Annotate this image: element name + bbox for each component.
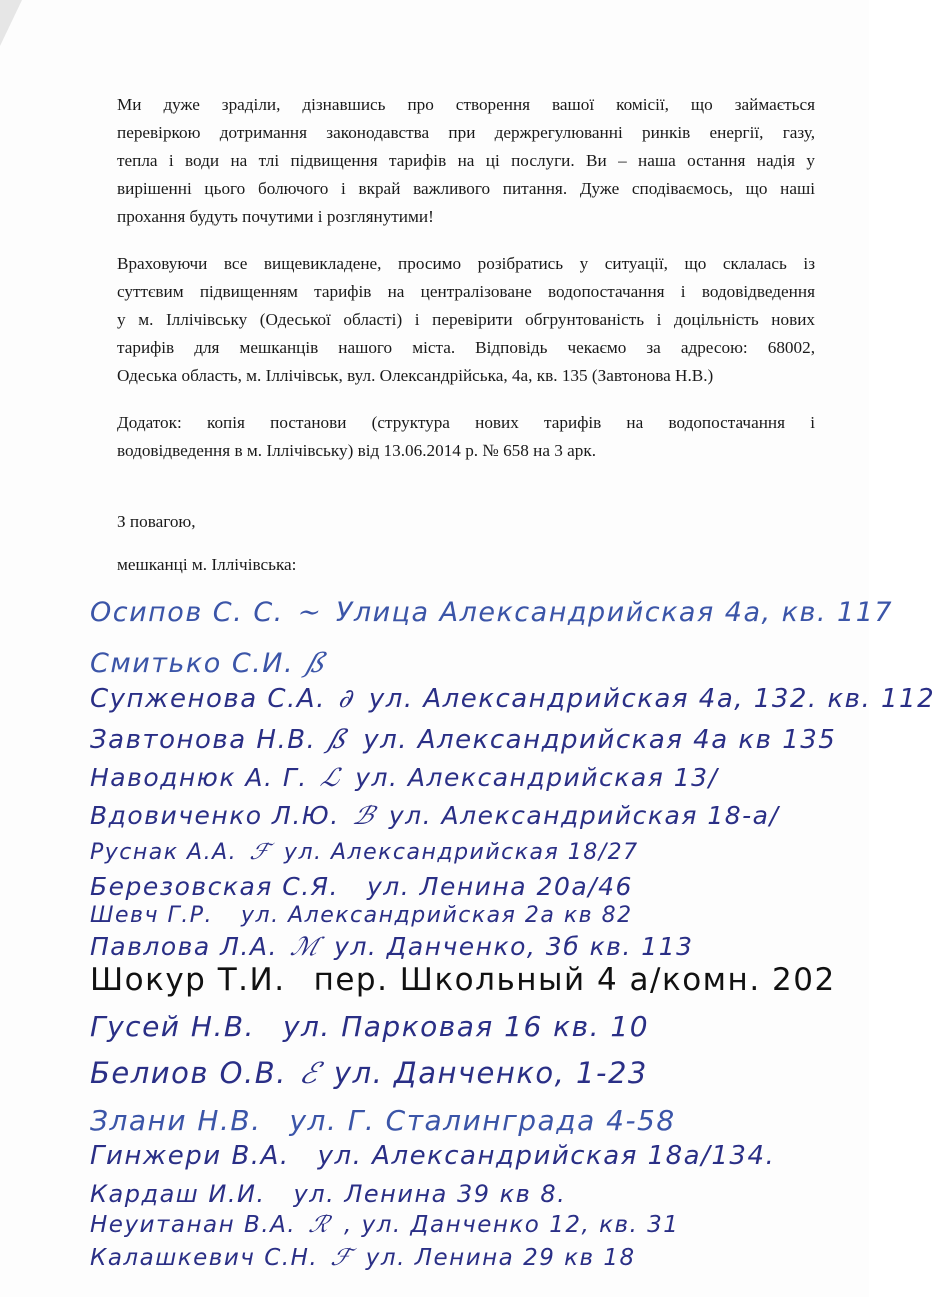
signer-address: ул. Парковая 16 кв. 10 — [282, 1010, 650, 1043]
paragraph-request-intro — [117, 91, 815, 231]
signer-name: Гинжери В.А. — [90, 1141, 290, 1171]
paragraph-attachment — [117, 409, 815, 465]
signer-name: Шокур Т.И. — [90, 962, 286, 998]
signer-address: ул. Г. Сталинграда 4-58 — [289, 1104, 676, 1137]
signature-row — [90, 840, 865, 865]
signature-row — [90, 1010, 865, 1043]
signer-address: ул. Александрийская 2а кв 82 — [241, 903, 633, 928]
closing-regards: З повагою, — [117, 512, 196, 531]
signer-name: Завтонова Н.В. — [90, 725, 317, 755]
signature-row — [90, 648, 865, 679]
signer-name: Руснак А.А. — [90, 840, 238, 865]
signature-row — [90, 962, 865, 998]
signer-name: Березовская С.Я. — [90, 872, 339, 901]
text-line: Одеська область, м. Іллічівськ, вул. Олександрійська, 4а, кв. 135 (Завтонова Н.В.) — [117, 366, 714, 385]
signer-name: Павлова Л.А. — [90, 932, 278, 961]
signature-mark: ℒ — [317, 763, 346, 792]
signer-name: Наводнюк А. Г. — [90, 763, 308, 792]
paragraph-request-body — [117, 250, 815, 390]
text-line: водовідведення в м. Іллічівську) від 13.06.2014 р. № 658 на 3 арк. — [117, 441, 597, 460]
signature-mark: ℬ — [349, 801, 380, 830]
signer-address: ул. Александрийская 18/27 — [283, 840, 639, 865]
signer-name: Супженова С.А. — [90, 684, 326, 714]
signature-row — [90, 725, 865, 755]
signature-row — [90, 1056, 865, 1090]
signer-address: ул. Ленина 39 кв 8. — [293, 1180, 567, 1208]
signature-row — [90, 1245, 865, 1271]
signature-mark: ℱ — [247, 840, 274, 865]
signer-name: Шевч Г.Р. — [90, 903, 214, 928]
signer-name: Вдовиченко Л.Ю. — [90, 801, 340, 830]
signature-row — [90, 597, 894, 628]
signature-row — [90, 1212, 865, 1238]
signature-row — [90, 903, 865, 928]
signature-mark: ℱ — [327, 1245, 357, 1271]
signature-row — [90, 872, 865, 901]
signer-address: ул. Данченко, 3б кв. 113 — [334, 932, 694, 961]
signature-mark: ß — [325, 725, 355, 755]
signer-name: Неуитанан В.А. — [90, 1212, 297, 1238]
signer-name: Злани Н.В. — [90, 1104, 262, 1137]
signature-mark: ß — [303, 648, 333, 679]
signer-address: ул. Александрийская 18а/134. — [317, 1141, 776, 1171]
signer-address: ул. Ленина 29 кв 18 — [365, 1245, 636, 1271]
signer-address: Улица Александрийская 4а, кв. 117 — [335, 597, 894, 628]
text-line: Враховуючи все вищевикладене, просимо розібратись у ситуації, що склалась із — [117, 254, 815, 273]
signer-address: , ул. Данченко 12, кв. 31 — [343, 1212, 680, 1238]
signature-row — [90, 1104, 865, 1137]
signature-row — [90, 684, 935, 714]
page-corner-fold — [0, 0, 22, 46]
signer-address: ул. Александрийская 4а, 132. кв. 112 — [368, 684, 935, 714]
signer-address: ул. Ленина 20а/46 — [366, 872, 633, 901]
signer-address: ул. Александрийская 13/ — [355, 763, 719, 792]
signature-row — [90, 1180, 865, 1208]
text-line: перевіркою дотримання законодавства при держрегулюванні ринків енергії, газу, — [117, 123, 815, 142]
signature-row — [90, 763, 865, 792]
signer-name: Смитько С.И. — [90, 648, 295, 679]
signer-address: ул. Александрийская 18-а/ — [388, 801, 780, 830]
text-line: Додаток: копія постанови (структура нових тарифів на водопостачання і — [117, 413, 815, 432]
signer-name: Кардаш И.И. — [90, 1180, 266, 1208]
text-line: Ми дуже зраділи, дізнавшись про створення вашої комісії, що займається — [117, 95, 815, 114]
text-line: тарифів для мешканців нашого міста. Відповідь чекаємо за адресою: 68002, — [117, 338, 815, 357]
closing-residents: мешканці м. Іллічівська: — [117, 555, 297, 574]
signer-address: пер. Школьный 4 а/комн. 202 — [313, 962, 836, 998]
text-line: тепла і води на тлі підвищення тарифів на ці послуги. Ви – наша остання надія у — [117, 151, 815, 170]
text-line: вирішенні цього болючого і вкрай важливого питання. Дуже сподіваємось, що наші — [117, 179, 815, 198]
signature-row — [90, 1141, 865, 1171]
signer-name: Белиов О.В. — [90, 1056, 287, 1090]
signature-mark: ℳ — [287, 932, 325, 961]
signature-row — [90, 932, 865, 961]
signer-address: ул. Александрийская 4а кв 135 — [363, 725, 837, 755]
signature-mark: ~ — [292, 597, 327, 628]
signer-name: Осипов С. С. — [90, 597, 284, 628]
text-line: прохання будуть почутими і розглянутими! — [117, 207, 434, 226]
signer-name: Калашкевич С.Н. — [90, 1245, 319, 1271]
signature-mark: ℰ — [295, 1056, 326, 1090]
signer-address: ул. Данченко, 1-23 — [333, 1056, 648, 1090]
signature-mark: ∂ — [334, 684, 360, 714]
text-line: у м. Іллічівську (Одеської області) і перевірити обгрунтованість і доцільність нових — [117, 310, 815, 329]
signature-row — [90, 801, 865, 830]
text-line: суттєвим підвищенням тарифів на централізоване водопостачання і водовідведення — [117, 282, 815, 301]
signer-name: Гусей Н.В. — [90, 1010, 255, 1043]
signature-mark: ℛ — [305, 1212, 335, 1238]
